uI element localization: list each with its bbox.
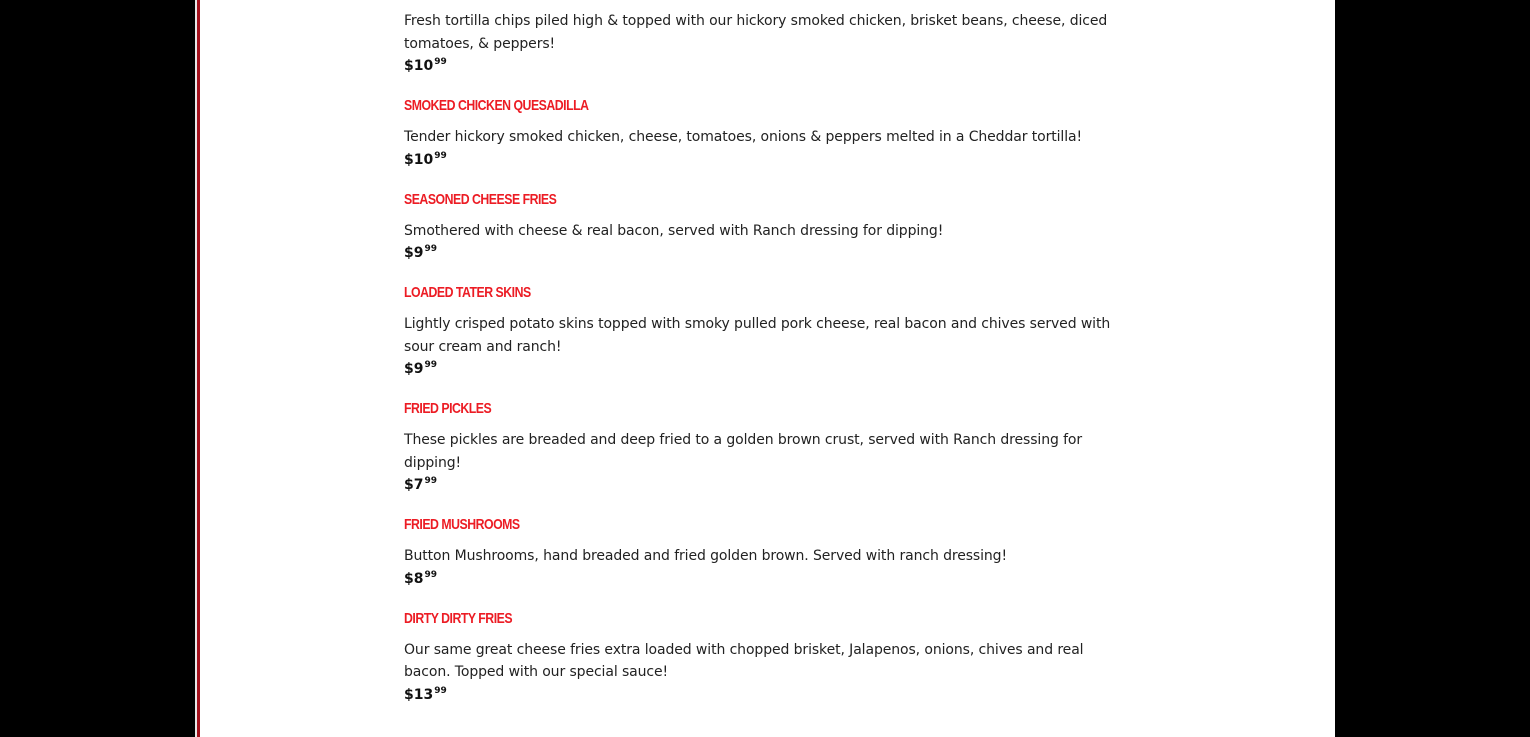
item-price — [404, 149, 1119, 173]
price-cents: 99 — [434, 150, 447, 161]
menu-item — [404, 190, 1119, 267]
item-description: Smothered with cheese & real bacon, served with Ranch dressing for dipping! — [404, 222, 944, 239]
item-description: Lightly crisped potato skins topped with smoky pulled pork cheese, real bacon and chives served with sour cream and ranch! — [404, 316, 1111, 355]
menu-item — [404, 399, 1119, 498]
price-dollars: $13 — [404, 686, 434, 703]
menu-item — [404, 96, 1119, 173]
item-name: SEASONED CHEESE FRIES — [404, 190, 557, 208]
price-cents: 99 — [424, 244, 438, 254]
item-description: Fresh tortilla chips piled high & topped with our hickory smoked chicken, brisket beans, cheese, diced tomatoes, & peppers! — [404, 13, 1108, 52]
price-cents: 99 — [434, 685, 447, 696]
menu-item — [404, 0, 1119, 79]
item-price — [404, 55, 1119, 79]
price-dollars: $8 — [404, 570, 424, 587]
price-dollars: $9 — [404, 245, 424, 261]
item-name: LOADED TATER SKINS — [404, 284, 531, 301]
item-name: FRIED PICKLES — [404, 400, 492, 417]
item-price — [404, 358, 1119, 382]
price-cents: 99 — [424, 360, 438, 370]
price-dollars: $10 — [404, 151, 434, 168]
price-cents: 99 — [424, 569, 438, 580]
accent-bar — [197, 0, 200, 737]
menu-page — [195, 0, 1335, 737]
item-name: FRIED MUSHROOMS — [404, 516, 520, 533]
price-dollars: $10 — [404, 58, 434, 74]
item-price — [404, 568, 1119, 592]
item-description: Button Mushrooms, hand breaded and fried golden brown. Served with ranch dressing! — [404, 548, 1007, 564]
price-dollars: $9 — [404, 361, 424, 377]
menu-item — [404, 515, 1119, 592]
item-name: SMOKED CHICKEN QUESADILLA — [404, 97, 589, 114]
price-cents: 99 — [434, 57, 447, 67]
item-price — [404, 474, 1119, 498]
menu-item — [404, 609, 1119, 708]
price-cents: 99 — [424, 476, 438, 486]
item-price — [404, 684, 1119, 708]
item-description: Tender hickory smoked chicken, cheese, tomatoes, onions & peppers melted in a Cheddar tortilla! — [404, 129, 1083, 145]
item-name: DIRTY DIRTY FRIES — [404, 609, 513, 627]
item-price — [404, 242, 1119, 266]
item-description: Our same great cheese fries extra loaded with chopped brisket, Jalapenos, onions, chives and real bacon. Topped with our special sauce! — [404, 641, 1084, 680]
price-dollars: $7 — [404, 477, 424, 493]
item-description: These pickles are breaded and deep fried to a golden brown crust, served with Ranch dressing for dipping! — [404, 432, 1083, 471]
menu-item — [404, 283, 1119, 382]
menu-list — [404, 0, 1119, 725]
